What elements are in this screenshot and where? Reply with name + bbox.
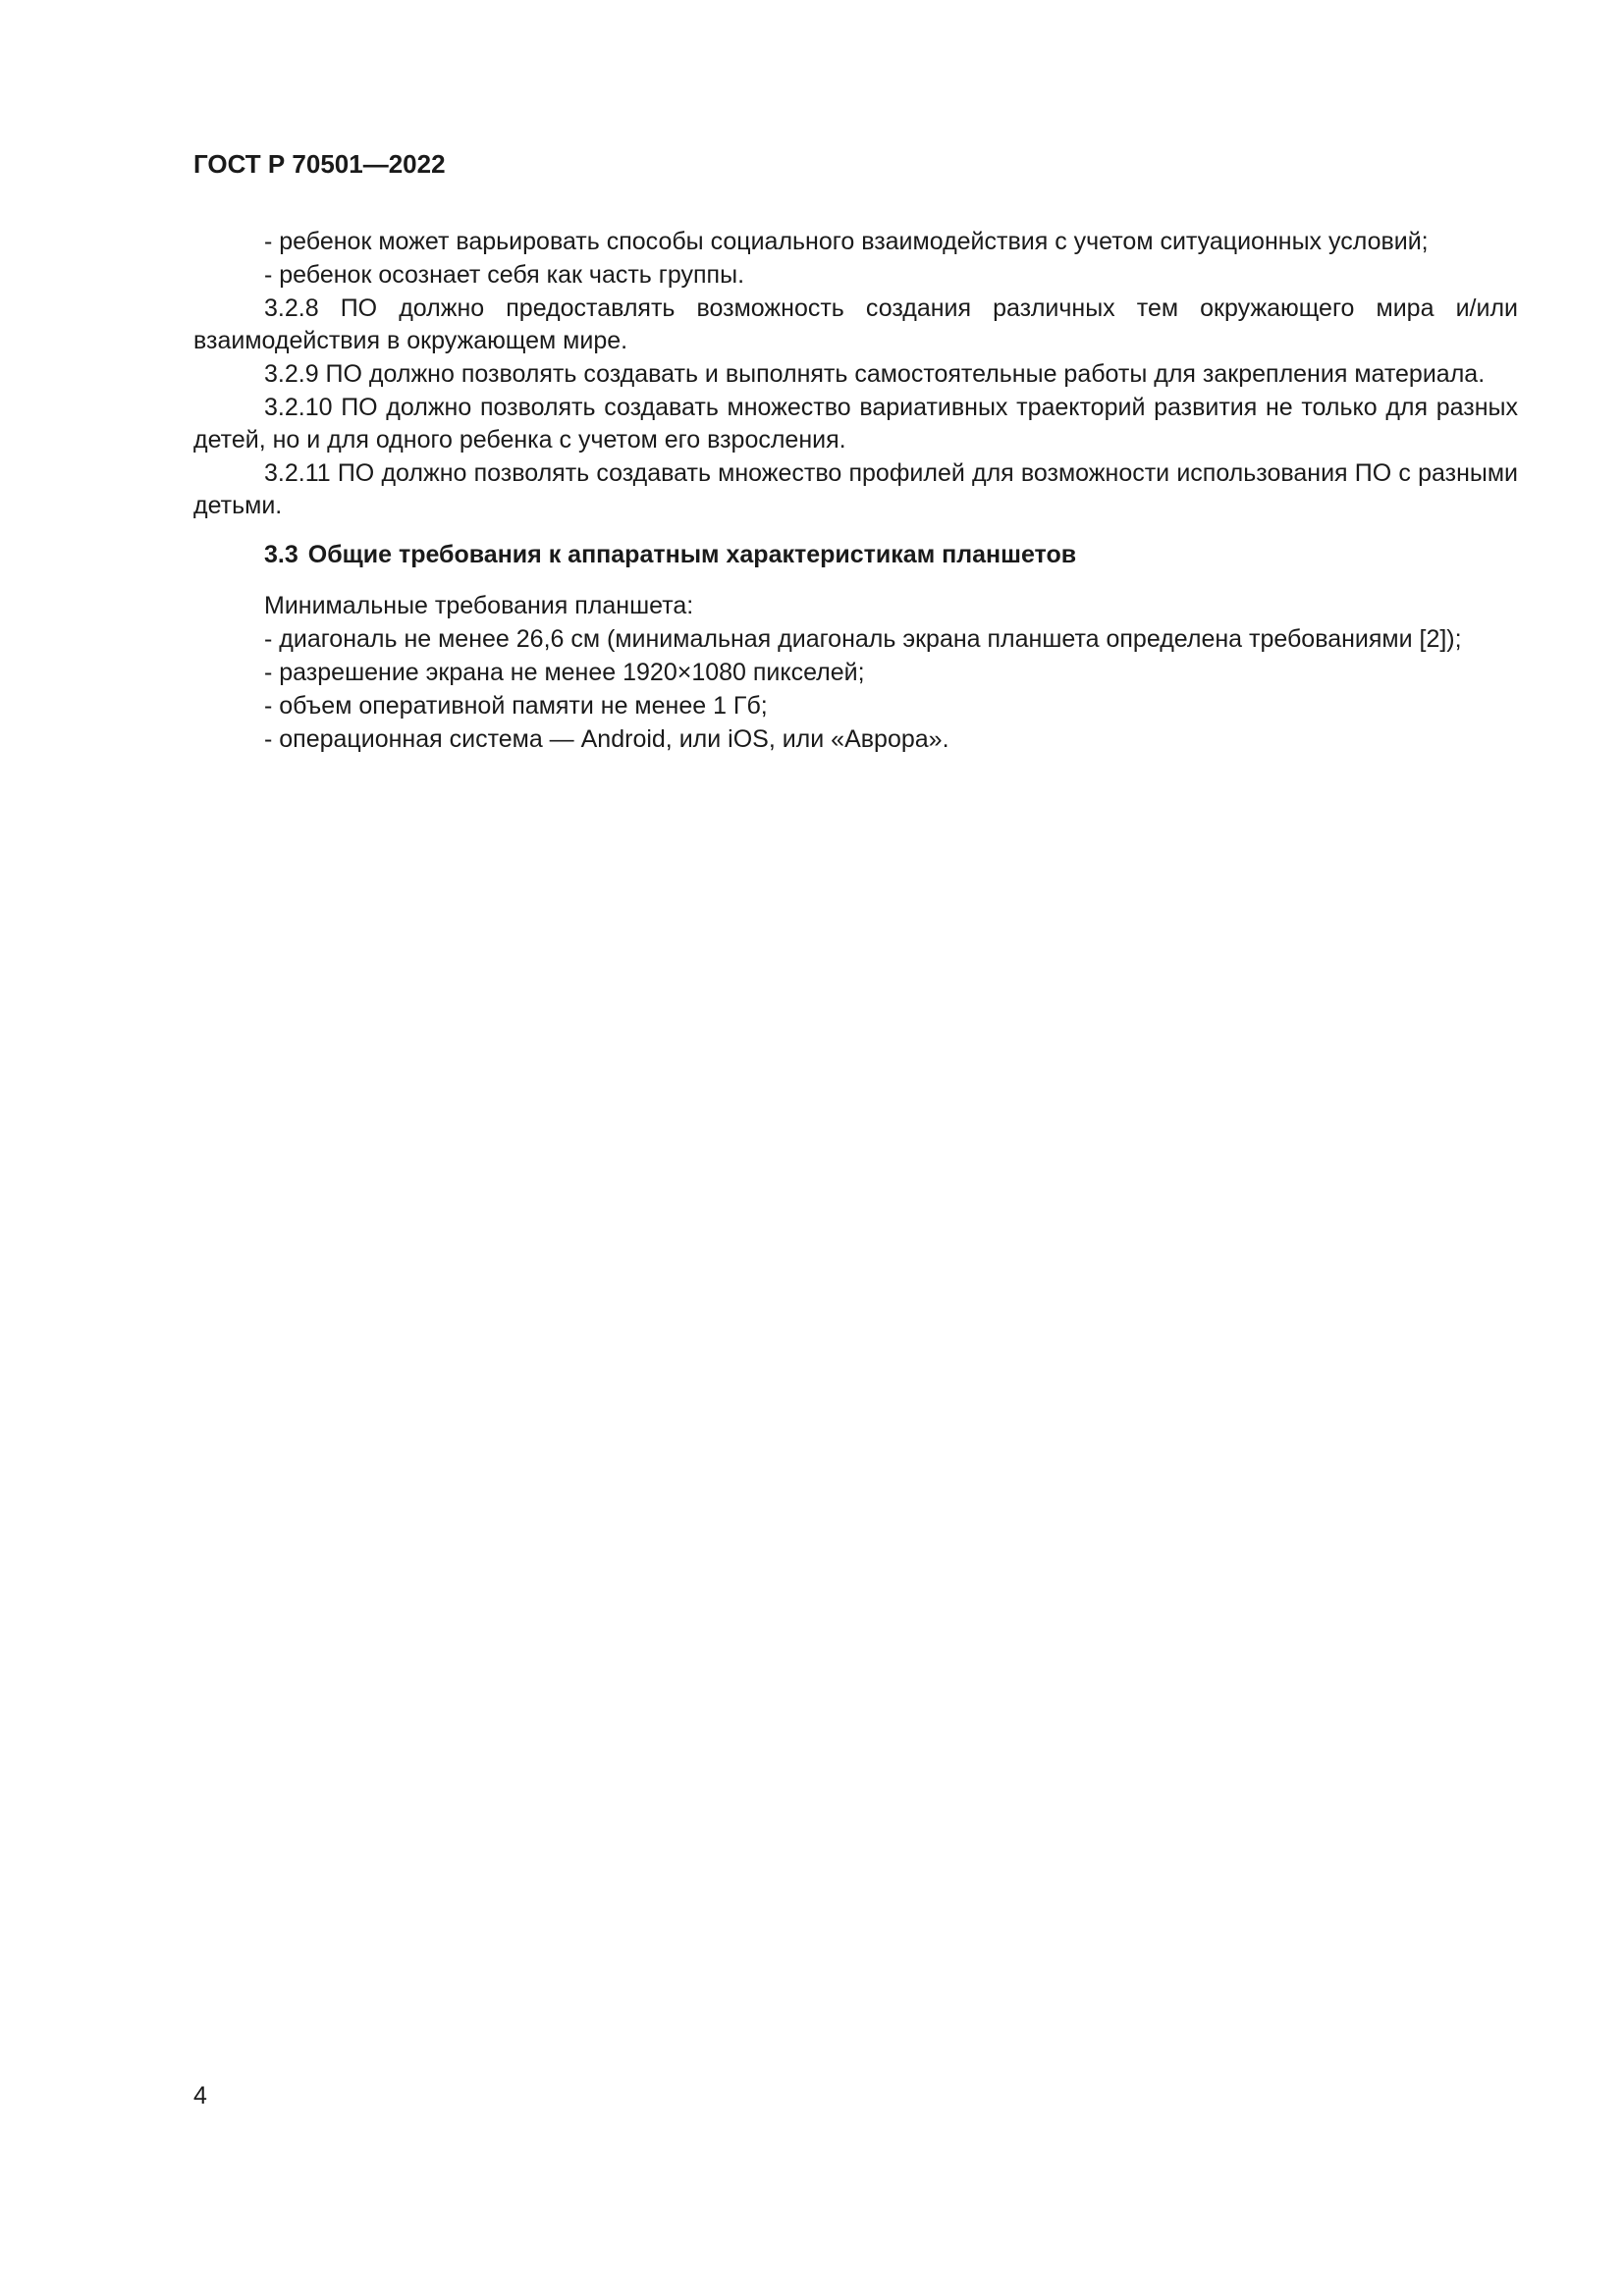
paragraph: - объем оперативной памяти не менее 1 Гб;	[264, 692, 768, 720]
paragraph: - ребенок может варьировать способы социального взаимодействия с учетом ситуационных условий;	[264, 228, 1429, 255]
document-header: ГОСТ Р 70501—2022	[193, 149, 446, 179]
page-number: 4	[193, 2082, 207, 2109]
paragraph: - диагональ не менее 26,6 см (минимальная диагональ экрана планшета определена требованиями [2]);	[264, 625, 1462, 653]
section-heading	[193, 539, 1518, 571]
section-title: Общие требования к аппаратным характеристикам планшетов	[307, 541, 1077, 568]
paragraph: - операционная система — Android, или iOS, или «Аврора».	[264, 725, 949, 753]
section-number: 3.3	[264, 541, 298, 568]
paragraph: 3.2.10 ПО должно позволять создавать множество вариативных траекторий развития не только для разных детей, но и для одного ребенка с учетом его взросления.	[193, 394, 1518, 454]
paragraph: Минимальные требования планшета:	[264, 592, 694, 619]
document-body	[193, 226, 1518, 756]
paragraph: - разрешение экрана не менее 1920×1080 пикселей;	[264, 659, 865, 686]
paragraph: - ребенок осознает себя как часть группы.	[264, 261, 745, 289]
paragraph: 3.2.8 ПО должно предоставлять возможность создания различных тем окружающего мира и/или взаимодействия в окружающем мире.	[193, 294, 1518, 354]
paragraph: 3.2.11 ПО должно позволять создавать множество профилей для возможности использования ПО с разными детьми.	[193, 459, 1518, 519]
paragraph: 3.2.9 ПО должно позволять создавать и выполнять самостоятельные работы для закрепления материала.	[264, 360, 1486, 388]
